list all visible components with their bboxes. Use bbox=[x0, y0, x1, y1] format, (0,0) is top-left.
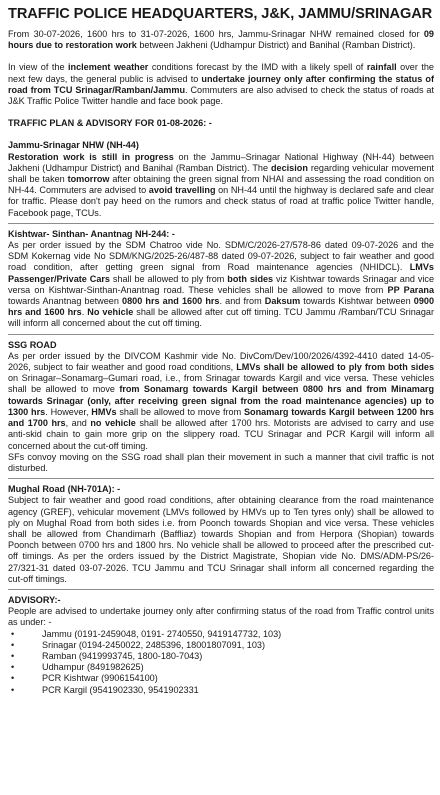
bold-text: 0800 hrs and 1600 hrs bbox=[122, 296, 220, 307]
bold-text: 0900 hrs and 1600 hrs bbox=[8, 296, 435, 318]
weather-advisory bbox=[8, 62, 434, 107]
bold-text: from Sonamarg towards Kargil between 0800 hrs and from Minamarg towards Srinagar (only, after receiving green signal from the road maintenance agencies) up to 1300 hrs bbox=[8, 384, 435, 417]
text: From 30-07-2026, 1600 hrs to 31-07-2026, 1600 hrs, Jammu-Srinagar NHW remained closed for bbox=[8, 29, 424, 39]
advisory-text: People are advised to undertake journey only after confirming status of the road from Traffic control units as under: - bbox=[8, 606, 434, 628]
bold-text: undertake journey only after confirming the status of road from TCU Srinagar/Ramban/Jammu bbox=[8, 73, 434, 95]
list-item bbox=[8, 685, 434, 696]
advisory-heading: ADVISORY:- bbox=[8, 594, 61, 605]
bold-text: rainfall bbox=[366, 62, 397, 73]
text: after obtaining the green signal from NHAI and assessing the road condition on NH-44. Commuters are advised to bbox=[8, 174, 434, 196]
text: shall be allowed after cut off timing. TCU Jammu /Ramban/TCU Srinagar will inform all concerned about the cut off timing. bbox=[8, 307, 434, 329]
text: In view of the bbox=[8, 62, 69, 73]
list-item bbox=[8, 640, 434, 651]
bullet-icon: • bbox=[11, 639, 15, 650]
text: on the Jammu–Srinagar National Highway (NH-44) between Jakheni (Udhampur District) and Banihal (Ramban District). The bbox=[8, 151, 434, 173]
list-item bbox=[8, 662, 434, 673]
text: . However, bbox=[45, 406, 92, 417]
nh244-heading: Kishtwar- Sinthan- Anantnag NH-244: - bbox=[8, 228, 175, 239]
bullet-icon: • bbox=[11, 650, 15, 661]
contact-text: Ramban (9419993745, 1800-180-7043) bbox=[42, 650, 203, 661]
text: As per order issued by the SDM Chatroo vide No. SDM/C/2026-27/578-86 dated 09-07-2026 and the SDM Kokernag vide No SDM/KNG/2025-26/487-88 dated 09-07-2026, subject to fair weather and good road condition, after getting green signal from Road maintenance agencies (NHIDCL). bbox=[8, 240, 434, 273]
bullet-icon: • bbox=[11, 662, 15, 673]
text: shall be allowed to move from bbox=[116, 406, 244, 417]
text: on NH-44 until the highway is declared safe and clear for traffic. Please don't pay heed on the rumors and check status of road at traffic police Twitter handle, Facebook page, TCUs. bbox=[8, 185, 434, 218]
bold-text: HMVs bbox=[91, 406, 117, 417]
bold-text: Sonamarg towards Kargil between 1200 hrs and 1700 hrs bbox=[8, 406, 434, 429]
divider bbox=[8, 334, 434, 335]
text: shall be allowed to ply from bbox=[109, 273, 228, 284]
bullet-icon: • bbox=[11, 673, 15, 684]
text: , and bbox=[65, 418, 91, 429]
contact-list bbox=[8, 629, 434, 696]
divider bbox=[8, 589, 434, 590]
contact-text: PCR Kargil (9541902330, 9541902331 bbox=[42, 684, 199, 695]
nh244-body bbox=[8, 240, 434, 330]
nh44-heading: Jammu-Srinagar NHW (NH-44) bbox=[8, 140, 139, 151]
bold-text: tomorrow bbox=[67, 174, 110, 185]
bold-text: both sides bbox=[227, 273, 274, 284]
bold-text: inclement weather bbox=[68, 62, 149, 73]
plan-heading: TRAFFIC PLAN & ADVISORY FOR 01-08-2026: - bbox=[8, 118, 212, 129]
text: shall be allowed after 1700 hrs. Motorists are advised to carry and use anti-skid chain to gain more grip on the slippery road. TCU Srinagar and PCR Kargil will inform all concerned about the cut-off timing. bbox=[8, 418, 434, 451]
mughal-heading: Mughal Road (NH-701A): - bbox=[8, 484, 121, 495]
text: towards Kishtwar between bbox=[300, 296, 414, 307]
bold-text: avoid travelling bbox=[148, 185, 216, 196]
text: between Jakheni (Udhampur District) and Banihal (Ramban District). bbox=[136, 40, 416, 51]
ssg-convoy-note: SFs convoy moving on the SSG road shall plan their movement in such a manner that civil traffic is not disturbed. bbox=[8, 451, 434, 473]
text: over the next few days, the general public is advised to bbox=[8, 62, 434, 84]
text: As per order issued by the DIVCOM Kashmir vide No. DivCom/Dev/100/2026/4392-4410 dated 14-05-2026, subject to fair weather and good road conditions, bbox=[8, 350, 434, 373]
text: . Commuters are also advised to check the status of roads at J&K Traffic Police Twitter handle and face book page. bbox=[8, 84, 434, 107]
bold-text: Daksum bbox=[264, 296, 301, 307]
bold-text: no vehicle bbox=[90, 418, 136, 429]
bold-text: decision bbox=[270, 162, 308, 173]
nh44-body bbox=[8, 152, 434, 219]
bold-text: Restoration work is still in progress bbox=[8, 151, 174, 162]
divider bbox=[8, 478, 434, 479]
text: . and from bbox=[219, 296, 265, 307]
mughal-body: Subject to fair weather and good road conditions, after obtaining clearance from the road maintenance agency (GREF), vehicular movement (LMVs followed by HMVs up to Ten tyres only) shall be allowed to ply on Mughal Road from both sides i.e. from Poonch towards Shopian and vice versa. These vehicles shall be allowed from Chandimarh (Baffliaz) towards Shopian and from Herpora (Shopian) towards Poonch between 0700 hrs and 1800 hrs. No vehicle shall be allowed to proceed after the prescribed cut-off timings. As per the orders issued by the District Magistrate, Shopian vide No. DMS/ADM-PS/26-27/321-31 dated 03-07-2026. TCU Jammu and TCU Srinagar shall inform all concerned regarding the cut-off timings. bbox=[8, 495, 434, 584]
ssg-body bbox=[8, 351, 434, 452]
list-item bbox=[8, 629, 434, 640]
list-item bbox=[8, 651, 434, 662]
text: . bbox=[81, 307, 88, 318]
contact-text: Udhampur (8491982625) bbox=[42, 662, 144, 673]
text: viz Kishtwar towards Srinagar and vice versa on Kishtwar-Sinthan-Anantnag road. These vehicles shall be allowed to move from bbox=[8, 273, 435, 295]
divider bbox=[8, 223, 434, 224]
contact-text: Jammu (0191-2459048, 0191- 2740550, 9419147732, 103) bbox=[42, 628, 282, 639]
bullet-icon: • bbox=[11, 628, 15, 639]
list-item bbox=[8, 673, 434, 684]
text: conditions forecast by the IMD with a likely spell of bbox=[148, 62, 367, 73]
bold-text: No vehicle bbox=[87, 307, 134, 318]
bold-text: LMVs shall be allowed to ply from both sides bbox=[236, 362, 434, 373]
text: towards Anantnag between bbox=[8, 296, 123, 307]
text: regarding vehicular movement shall be taken bbox=[8, 162, 434, 185]
bold-text: 09 hours due to restoration work bbox=[8, 29, 434, 51]
bold-text: LMVs Passenger/Private Cars bbox=[8, 262, 434, 284]
bullet-icon: • bbox=[11, 684, 15, 695]
closure-notice bbox=[8, 29, 434, 51]
ssg-heading: SSG ROAD bbox=[8, 339, 57, 350]
contact-text: PCR Kishtwar (9906154100) bbox=[42, 673, 158, 684]
contact-text: Srinagar (0194-2450022, 2485396, 18001807091, 103) bbox=[42, 639, 265, 650]
text: on Srinagar–Sonamarg–Gumari road, i.e., from Srinagar towards Kargil and vice versa. These vehicles shall be allowed to move bbox=[8, 373, 434, 395]
bold-text: PP Parana bbox=[387, 284, 435, 295]
page-title: TRAFFIC POLICE HEADQUARTERS, J&K, JAMMU/SRINAGAR bbox=[8, 6, 433, 22]
